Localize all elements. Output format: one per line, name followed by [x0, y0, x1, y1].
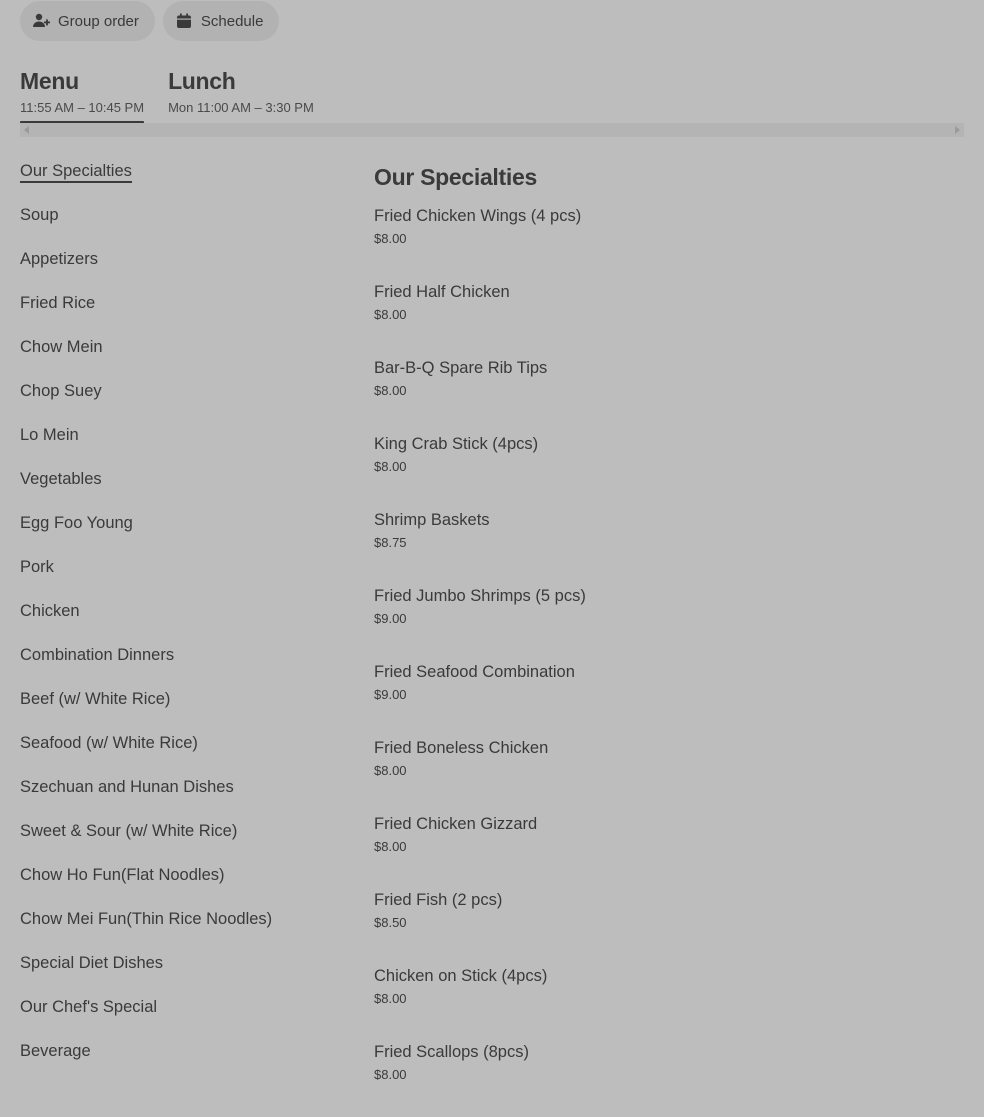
sidebar-item-label: Special Diet Dishes — [20, 954, 164, 972]
menu-item[interactable] — [374, 1041, 964, 1117]
sidebar-item-label: Our Chef's Special — [20, 998, 158, 1016]
sidebar-item-label: Sweet & Sour (w/ White Rice) — [20, 822, 238, 840]
item-name: Fried Fish (2 pcs) — [374, 891, 503, 909]
item-price: $8.75 — [374, 535, 407, 550]
item-price: $9.00 — [374, 687, 407, 702]
sidebar-item-our-specialties[interactable] — [20, 158, 340, 202]
item-price: $8.00 — [374, 1067, 407, 1082]
item-name: Shrimp Baskets — [374, 511, 490, 529]
scroll-right-icon[interactable] — [955, 126, 960, 134]
schedule-button[interactable] — [163, 1, 280, 41]
sidebar-item-label: Vegetables — [20, 470, 102, 488]
sidebar-item-label: Chow Ho Fun(Flat Noodles) — [20, 866, 225, 884]
sidebar-item-beverage[interactable] — [20, 1038, 340, 1082]
item-price: $8.00 — [374, 383, 407, 398]
menu-tab-name: Menu — [20, 68, 79, 94]
horizontal-scrollbar[interactable] — [20, 123, 964, 137]
sidebar-item-pork[interactable] — [20, 554, 340, 598]
item-price: $8.00 — [374, 763, 407, 778]
sidebar-item-label: Appetizers — [20, 250, 98, 268]
item-name: Fried Chicken Gizzard — [374, 815, 538, 833]
sidebar-item-chop-suey[interactable] — [20, 378, 340, 422]
sidebar-item-label: Seafood (w/ White Rice) — [20, 734, 198, 752]
item-price: $8.50 — [374, 915, 407, 930]
sidebar-item-label: Chow Mein — [20, 338, 103, 356]
lunch-tab-name: Lunch — [168, 68, 236, 94]
lunch-tab-hours: Mon 11:00 AM – 3:30 PM — [168, 100, 314, 115]
sidebar-item-chow-mein[interactable] — [20, 334, 340, 378]
menu-tabs — [20, 66, 314, 126]
item-price: $9.00 — [374, 611, 407, 626]
menu-item[interactable] — [374, 965, 964, 1041]
menu-item[interactable] — [374, 813, 964, 889]
item-price: $8.00 — [374, 307, 407, 322]
menu-item[interactable] — [374, 357, 964, 433]
item-price: $8.00 — [374, 459, 407, 474]
item-name: King Crab Stick (4pcs) — [374, 435, 539, 453]
item-name: Fried Seafood Combination — [374, 663, 575, 681]
sidebar-item-chow-mei-fun[interactable] — [20, 906, 340, 950]
item-name: Fried Boneless Chicken — [374, 739, 549, 757]
sidebar-item-appetizers[interactable] — [20, 246, 340, 290]
tab-menu[interactable] — [20, 66, 144, 126]
sidebar-item-label: Egg Foo Young — [20, 514, 133, 532]
sidebar-item-label: Chicken — [20, 602, 80, 620]
item-name: Fried Jumbo Shrimps (5 pcs) — [374, 587, 586, 605]
section-title: Our Specialties — [374, 164, 537, 190]
top-actions — [20, 1, 279, 41]
menu-item[interactable] — [374, 661, 964, 737]
menu-item[interactable] — [374, 889, 964, 965]
sidebar-item-chow-ho-fun[interactable] — [20, 862, 340, 906]
sidebar-item-fried-rice[interactable] — [20, 290, 340, 334]
sidebar-item-label: Beef (w/ White Rice) — [20, 690, 171, 708]
group-order-button[interactable] — [20, 1, 155, 41]
schedule-label: Schedule — [200, 12, 264, 30]
sidebar-item-lo-mein[interactable] — [20, 422, 340, 466]
sidebar-item-label: Pork — [20, 558, 54, 576]
item-name: Bar-B-Q Spare Rib Tips — [374, 359, 548, 377]
sidebar-item-label: Chop Suey — [20, 382, 102, 400]
sidebar-item-szechuan-hunan[interactable] — [20, 774, 340, 818]
item-price: $8.00 — [374, 991, 407, 1006]
sidebar-item-label: Beverage — [20, 1042, 91, 1060]
person-add-icon — [32, 12, 50, 30]
sidebar-item-beef[interactable] — [20, 686, 340, 730]
sidebar-item-vegetables[interactable] — [20, 466, 340, 510]
menu-item[interactable] — [374, 281, 964, 357]
item-price: $8.00 — [374, 839, 407, 854]
sidebar-item-soup[interactable] — [20, 202, 340, 246]
sidebar-item-special-diet[interactable] — [20, 950, 340, 994]
calendar-icon — [175, 12, 193, 30]
sidebar-item-label: Our Specialties — [20, 162, 132, 183]
item-name: Fried Half Chicken — [374, 283, 510, 301]
category-sidebar — [20, 158, 340, 1082]
sidebar-item-seafood[interactable] — [20, 730, 340, 774]
sidebar-item-label: Fried Rice — [20, 294, 96, 312]
sidebar-item-sweet-sour[interactable] — [20, 818, 340, 862]
sidebar-item-egg-foo-young[interactable] — [20, 510, 340, 554]
item-name: Fried Scallops (8pcs) — [374, 1043, 529, 1061]
menu-item[interactable] — [374, 737, 964, 813]
item-price: $8.00 — [374, 231, 407, 246]
menu-item[interactable] — [374, 433, 964, 509]
menu-item[interactable] — [374, 509, 964, 585]
sidebar-item-chicken[interactable] — [20, 598, 340, 642]
menu-item[interactable] — [374, 585, 964, 661]
sidebar-item-label: Lo Mein — [20, 426, 79, 444]
menu-item[interactable] — [374, 205, 964, 281]
item-name: Chicken on Stick (4pcs) — [374, 967, 548, 985]
sidebar-item-label: Chow Mei Fun(Thin Rice Noodles) — [20, 910, 273, 928]
group-order-label: Group order — [58, 12, 139, 30]
sidebar-item-chefs-special[interactable] — [20, 994, 340, 1038]
sidebar-item-label: Combination Dinners — [20, 646, 175, 664]
sidebar-item-combination-dinners[interactable] — [20, 642, 340, 686]
menu-tab-hours: 11:55 AM – 10:45 PM — [20, 100, 145, 115]
menu-section — [374, 162, 964, 1117]
sidebar-item-label: Szechuan and Hunan Dishes — [20, 778, 234, 796]
scroll-left-icon[interactable] — [24, 126, 29, 134]
item-name: Fried Chicken Wings (4 pcs) — [374, 207, 582, 225]
tab-lunch[interactable] — [168, 66, 314, 126]
sidebar-item-label: Soup — [20, 206, 59, 224]
